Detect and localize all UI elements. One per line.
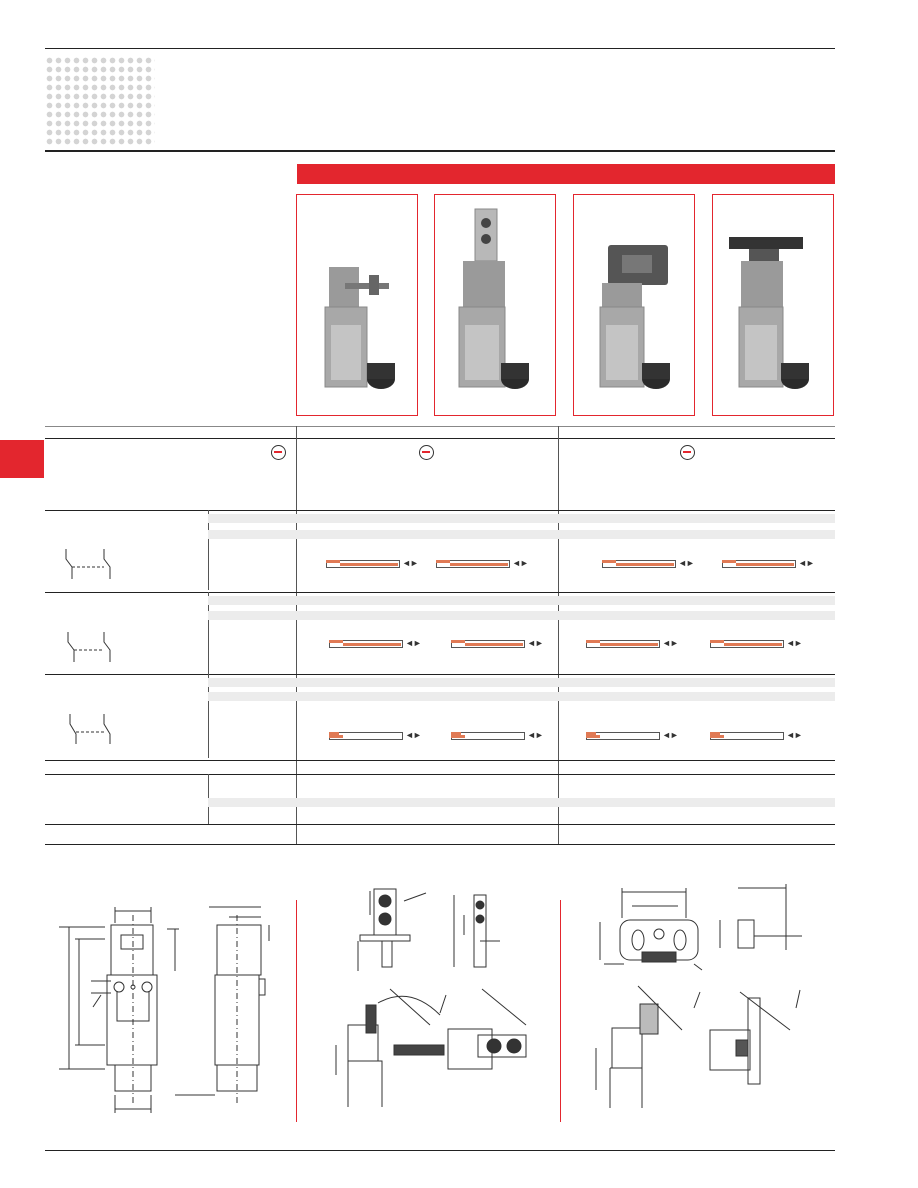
product-photo bbox=[574, 195, 694, 415]
product-photo bbox=[713, 195, 833, 415]
top-rule bbox=[45, 48, 835, 49]
product-photo bbox=[435, 195, 555, 415]
table-band bbox=[208, 530, 835, 539]
contact-diagram bbox=[60, 628, 120, 668]
table-band bbox=[208, 678, 835, 687]
product-card-1 bbox=[296, 194, 418, 416]
drawing-divider bbox=[560, 900, 561, 1122]
header-dot-pattern bbox=[45, 56, 155, 146]
positive-opening-icon bbox=[680, 445, 695, 460]
product-card-3 bbox=[573, 194, 695, 416]
table-band bbox=[208, 596, 835, 605]
table-band bbox=[208, 611, 835, 620]
product-card-2 bbox=[434, 194, 556, 416]
drawing-divider bbox=[296, 900, 297, 1122]
table-band bbox=[208, 798, 835, 807]
positive-opening-icon bbox=[271, 445, 286, 460]
header-rule bbox=[45, 150, 835, 152]
table-band bbox=[208, 514, 835, 523]
switch-body-dimension-drawing bbox=[55, 895, 285, 1125]
product-photo bbox=[297, 195, 417, 415]
product-card-4 bbox=[712, 194, 834, 416]
table-band bbox=[208, 692, 835, 701]
side-index-tab bbox=[0, 440, 44, 478]
contact-diagram bbox=[60, 710, 120, 750]
section-title-bar bbox=[297, 164, 835, 184]
flexible-key-dimension-drawing bbox=[590, 880, 820, 1115]
footer-rule bbox=[45, 1150, 835, 1151]
positive-opening-icon bbox=[419, 445, 434, 460]
contact-diagram bbox=[60, 545, 120, 585]
straight-key-dimension-drawing bbox=[330, 885, 550, 1115]
